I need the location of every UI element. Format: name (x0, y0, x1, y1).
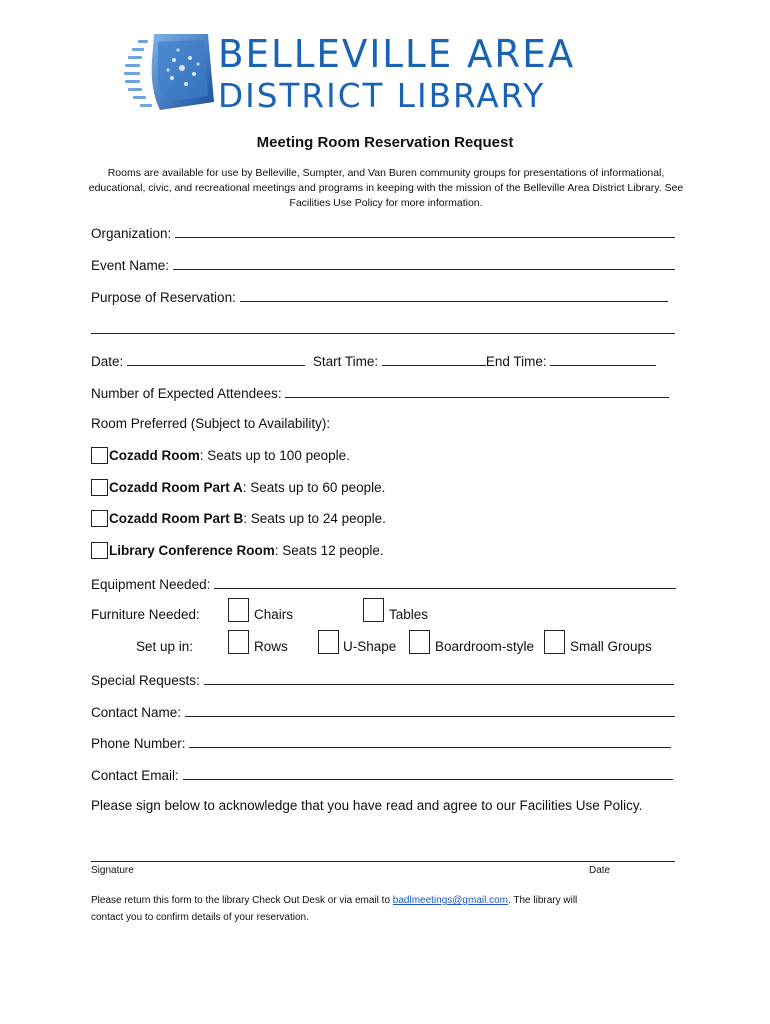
after-email-text: . The library will (508, 895, 578, 906)
organization-line[interactable] (175, 224, 675, 238)
room-preferred-label: Room Preferred (Subject to Availability): (91, 416, 331, 431)
library-logo (112, 30, 582, 116)
room-option-part-b (109, 511, 386, 526)
logo-line-2: DISTRICT LIBRARY (218, 76, 546, 115)
room-desc: : Seats up to 24 people. (243, 511, 386, 526)
event-name-label: Event Name: (91, 258, 170, 273)
event-name-line[interactable] (173, 256, 675, 270)
start-time-label: Start Time: (312, 354, 379, 369)
end-time-label: End Time: (485, 354, 547, 369)
small-groups-label: Small Groups (570, 639, 652, 654)
room-desc: : Seats up to 100 people. (199, 448, 350, 463)
contact-email-line[interactable] (183, 766, 673, 780)
room-desc: : Seats 12 people. (274, 543, 384, 558)
room-name: Cozadd Room Part A (109, 480, 243, 495)
logo-line-1: BELLEVILLE AREA (218, 32, 576, 76)
acknowledge-text: Please sign below to acknowledge that you have read and agree to our Facilities Use Policy. (91, 798, 643, 813)
chairs-checkbox[interactable] (228, 598, 249, 622)
room-option-cozadd (109, 448, 350, 463)
organization-label: Organization: (91, 226, 172, 241)
tables-checkbox[interactable] (363, 598, 384, 622)
setup-label: Set up in: (136, 639, 194, 654)
small-groups-checkbox[interactable] (544, 630, 565, 654)
ushape-checkbox[interactable] (318, 630, 339, 654)
phone-line[interactable] (189, 734, 671, 748)
event-name-field[interactable] (91, 256, 675, 273)
boardroom-checkbox[interactable] (409, 630, 430, 654)
ushape-label: U-Shape (343, 639, 397, 654)
special-requests-label: Special Requests: (91, 673, 200, 688)
tables-label: Tables (389, 607, 429, 622)
date-label: Date: (91, 354, 124, 369)
contact-name-field[interactable] (91, 703, 675, 720)
rows-checkbox[interactable] (228, 630, 249, 654)
boardroom-label: Boardroom-style (435, 639, 535, 654)
room-checkbox-conference[interactable] (91, 542, 108, 559)
room-name: Library Conference Room (109, 543, 275, 558)
return-instructions-line-2: contact you to confirm details of your reservation. (91, 912, 309, 923)
contact-email-field[interactable] (91, 766, 673, 783)
attendees-label: Number of Expected Attendees: (91, 386, 282, 401)
organization-field[interactable] (91, 224, 675, 241)
signature-line[interactable] (91, 848, 675, 862)
equipment-line[interactable] (214, 575, 676, 589)
room-checkbox-part-b[interactable] (91, 510, 108, 527)
special-requests-line[interactable] (204, 671, 674, 685)
room-option-conference (109, 543, 384, 558)
room-desc: : Seats up to 60 people. (242, 480, 386, 495)
room-name: Cozadd Room (109, 448, 200, 463)
date-time-row (91, 352, 656, 369)
special-requests-field[interactable] (91, 671, 674, 688)
contact-name-label: Contact Name: (91, 705, 182, 720)
return-text: Please return this form to the library Check Out Desk or via email to (91, 895, 391, 906)
room-checkbox-part-a[interactable] (91, 479, 108, 496)
attendees-field[interactable] (91, 384, 669, 401)
purpose-label: Purpose of Reservation: (91, 290, 236, 305)
purpose-line[interactable] (240, 288, 668, 302)
email-link[interactable]: badlmeetings@gmail.com (392, 895, 508, 906)
purpose-field[interactable] (91, 288, 668, 305)
furniture-label: Furniture Needed: (91, 607, 200, 622)
room-checkbox-cozadd[interactable] (91, 447, 108, 464)
contact-name-line[interactable] (185, 703, 675, 717)
return-instructions (91, 895, 577, 906)
end-time-line[interactable] (550, 352, 656, 366)
date-line[interactable] (127, 352, 305, 366)
start-time-line[interactable] (382, 352, 486, 366)
equipment-label: Equipment Needed: (91, 577, 211, 592)
intro-paragraph: Rooms are available for use by Belleville, Sumpter, and Van Buren community groups for presentations of informational, educational, civic, and recreational meetings and programs in keeping with the mission of the Belleville Area District Library. See Facilities Use Policy for more information. (88, 167, 684, 209)
phone-label: Phone Number: (91, 736, 186, 751)
room-name: Cozadd Room Part B (109, 511, 244, 526)
phone-field[interactable] (91, 734, 671, 751)
signature-label: Signature (91, 865, 134, 876)
room-option-part-a (109, 480, 385, 495)
logo-mark-icon (112, 30, 216, 116)
page-title: Meeting Room Reservation Request (256, 134, 514, 151)
attendees-line[interactable] (285, 384, 669, 398)
purpose-line-2[interactable] (91, 320, 675, 334)
chairs-label: Chairs (254, 607, 294, 622)
date-signature-label: Date (589, 865, 611, 876)
rows-label: Rows (254, 639, 288, 654)
equipment-field[interactable] (91, 575, 676, 592)
contact-email-label: Contact Email: (91, 768, 179, 783)
